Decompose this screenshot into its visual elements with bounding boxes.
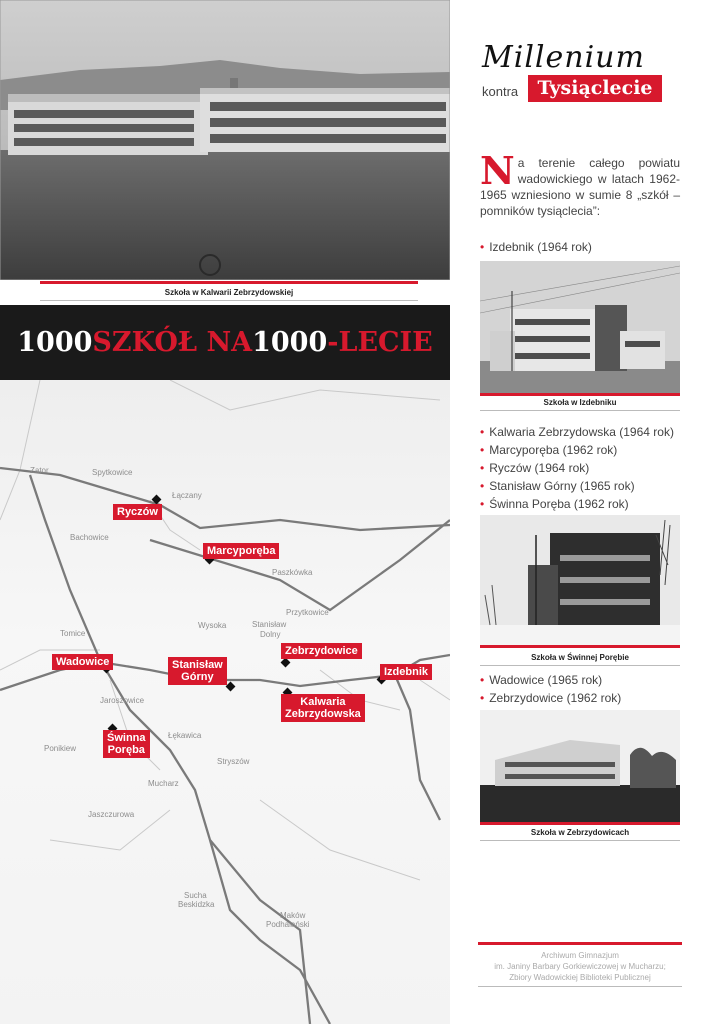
list-item: • Izdebnik (1964 rok) — [480, 238, 592, 256]
town-stanislaw-dolny-1: Stanisław — [252, 620, 287, 629]
label-izdebnik: Izdebnik — [380, 664, 432, 680]
swinna-school-photo — [480, 515, 680, 645]
town-makow-1: Maków — [280, 911, 306, 920]
swinna-caption-underline — [480, 665, 680, 666]
top-photo-caption: Szkoła w Kalwarii Zebrzydowskiej — [164, 288, 294, 297]
izdebnik-caption: Szkoła w Izdebniku — [543, 398, 617, 407]
town-bachowice: Bachowice — [70, 533, 109, 542]
archive-rule — [478, 942, 682, 945]
list-item: • Wadowice (1965 rok) — [480, 671, 621, 689]
town-spytkowice: Spytkowice — [92, 468, 133, 477]
label-wadowice: Wadowice — [52, 654, 113, 670]
label-kalwaria — [281, 694, 365, 722]
top-caption-underline — [40, 300, 418, 301]
label-stanislaw — [168, 657, 227, 685]
label-kalwaria-line-1: Kalwaria — [300, 696, 346, 708]
town-makow-2: Podhalański — [266, 920, 310, 929]
town-wysoka: Wysoka — [198, 621, 227, 630]
list-group-2 — [480, 423, 674, 513]
list-item: • Kalwaria Zebrzydowska (1964 rok) — [480, 423, 674, 441]
archive-credits — [478, 950, 682, 983]
town-ponikiew: Ponikiew — [44, 744, 77, 753]
banner-text-4: - — [327, 327, 339, 358]
label-stanislaw-line-1: Stanisław — [172, 659, 223, 671]
banner-text-1: 1000 — [17, 327, 93, 358]
zebrzydowice-school-photo — [480, 710, 680, 822]
town-jaszczurowa: Jaszczurowa — [88, 810, 135, 819]
top-caption-rule — [40, 281, 418, 284]
millenium-title: Millenium — [482, 40, 645, 75]
list-item: • Stanisław Górny (1965 rok) — [480, 477, 674, 495]
intro-dropcap: N — [480, 148, 515, 193]
archive-line-2: im. Janiny Barbary Gorkiewiczowej w Mucharzu; — [494, 962, 666, 971]
izdebnik-school-photo — [480, 261, 680, 393]
town-stanislaw-dolny-2: Dolny — [260, 630, 281, 639]
banner-text-2: SZKÓŁ NA — [92, 327, 253, 358]
region-map — [0, 380, 450, 1024]
intro-text: a terenie całego powiatu wadowickiego w latach 1962-1965 wzniesiono w sumie 8 „szkół – pomników tysiąclecia”: — [480, 156, 680, 218]
town-stryszow: Stryszów — [217, 757, 250, 766]
swinna-caption-rule — [480, 645, 680, 648]
tysiaclecie-title: Tysiąclecie — [528, 75, 662, 102]
archive-line-1: Archiwum Gimnazjum — [541, 951, 619, 960]
label-stanislaw-line-2: Górny — [181, 671, 214, 683]
banner-text-5: LECIE — [338, 327, 433, 358]
zebrzydowice-caption-underline — [480, 840, 680, 841]
list-izdebnik — [480, 238, 592, 256]
label-swinna-line-1: Świnna — [107, 732, 146, 744]
label-marcyporeba: Marcyporęba — [203, 543, 279, 559]
banner-text-3: 1000 — [252, 327, 328, 358]
main-banner — [0, 305, 450, 380]
swinna-caption: Szkoła w Świnnej Porębie — [531, 653, 629, 662]
town-paszkowka: Paszkówka — [272, 568, 313, 577]
town-przytkowice: Przytkowice — [286, 608, 329, 617]
label-kalwaria-line-2: Zebrzydowska — [285, 708, 361, 720]
town-tomice: Tomice — [60, 629, 86, 638]
map-roads — [0, 380, 450, 1024]
town-zator: Zator — [30, 466, 49, 475]
list-item: • Ryczów (1964 rok) — [480, 459, 674, 477]
izdebnik-caption-rule — [480, 393, 680, 396]
kontra-text: kontra — [482, 84, 519, 99]
list-item: • Zebrzydowice (1962 rok) — [480, 689, 621, 707]
town-sucha-2: Beskidzka — [178, 900, 215, 909]
town-lekawica: Łękawica — [168, 731, 202, 740]
zebrzydowice-caption: Szkoła w Zebrzydowicach — [530, 828, 630, 837]
town-laczany: Łączany — [172, 491, 202, 500]
label-swinna — [103, 730, 150, 758]
label-ryczow: Ryczów — [113, 504, 162, 520]
list-group-3 — [480, 671, 621, 707]
zebrzydowice-caption-rule — [480, 822, 680, 825]
town-sucha-1: Sucha — [184, 891, 207, 900]
town-jaroszowice: Jaroszowice — [100, 696, 145, 705]
intro-paragraph — [480, 148, 680, 219]
archive-underline — [478, 986, 682, 987]
town-mucharz: Mucharz — [148, 779, 179, 788]
label-zebrzydowice: Zebrzydowice — [281, 643, 362, 659]
list-item: • Świnna Poręba (1962 rok) — [480, 495, 674, 513]
kalwaria-school-photo — [0, 0, 450, 280]
archive-line-3: Zbiory Wadowickiej Biblioteki Publicznej — [509, 973, 651, 982]
list-item: • Marcyporęba (1962 rok) — [480, 441, 674, 459]
label-swinna-line-2: Poręba — [107, 744, 145, 756]
izdebnik-caption-underline — [480, 410, 680, 411]
